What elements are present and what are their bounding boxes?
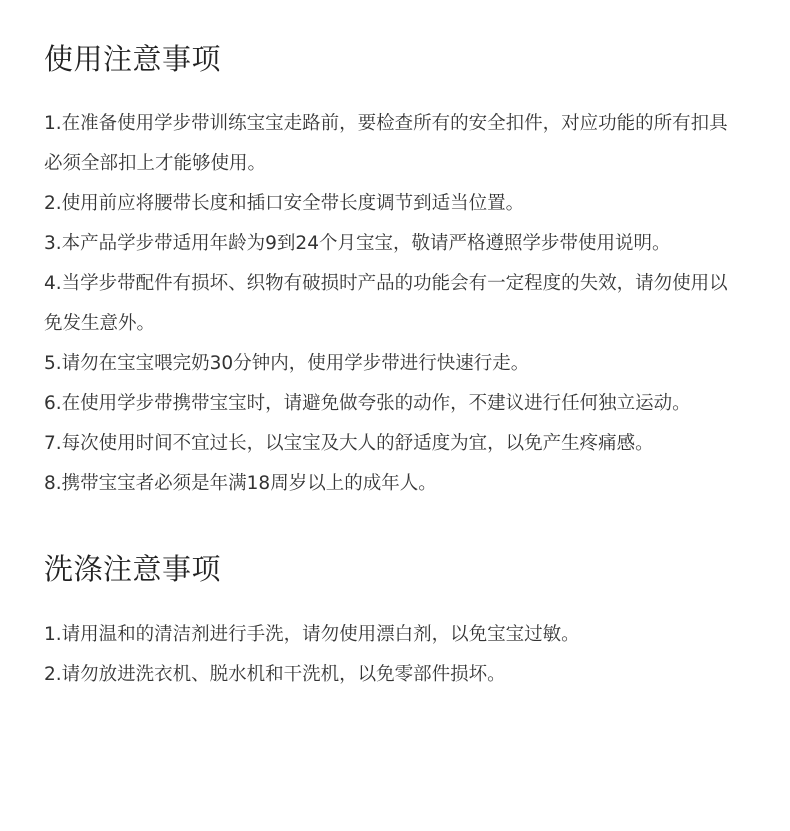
washing-notes-title: 洗涤注意事项	[44, 552, 222, 586]
washing-notes-list	[44, 615, 744, 695]
usage-note-item-6: 6.在使用学步带携带宝宝时，请避免做夸张的动作，不建议进行任何独立运动。	[44, 393, 691, 414]
usage-notes-section	[44, 40, 744, 504]
usage-note-item-4: 4.当学步带配件有损坏、织物有破损时产品的功能会有一定程度的失效，请勿使用以免发生意外。	[44, 273, 728, 334]
usage-note-item-2: 2.使用前应将腰带长度和插口安全带长度调节到适当位置。	[44, 193, 525, 214]
usage-note-item-8: 8.携带宝宝者必须是年满18周岁以上的成年人。	[44, 473, 437, 494]
usage-note-item-5: 5.请勿在宝宝喂完奶30分钟内，使用学步带进行快速行走。	[44, 353, 530, 374]
washing-note-item-2: 2.请勿放进洗衣机、脱水机和干洗机，以免零部件损坏。	[44, 664, 506, 685]
usage-notes-title: 使用注意事项	[44, 42, 222, 76]
usage-note-item-7: 7.每次使用时间不宜过长，以宝宝及大人的舒适度为宜，以免产生疼痛感。	[44, 433, 654, 454]
washing-notes-section	[44, 550, 744, 695]
washing-note-item-1: 1.请用温和的清洁剂进行手洗，请勿使用漂白剂，以免宝宝过敏。	[44, 624, 580, 645]
usage-notes-list	[44, 104, 744, 504]
usage-note-item-1: 1.在准备使用学步带训练宝宝走路前，要检查所有的安全扣件，对应功能的所有扣具必须全部扣上才能够使用。	[44, 113, 728, 174]
usage-note-item-3: 3.本产品学步带适用年龄为9到24个月宝宝，敬请严格遵照学步带使用说明。	[44, 233, 671, 254]
